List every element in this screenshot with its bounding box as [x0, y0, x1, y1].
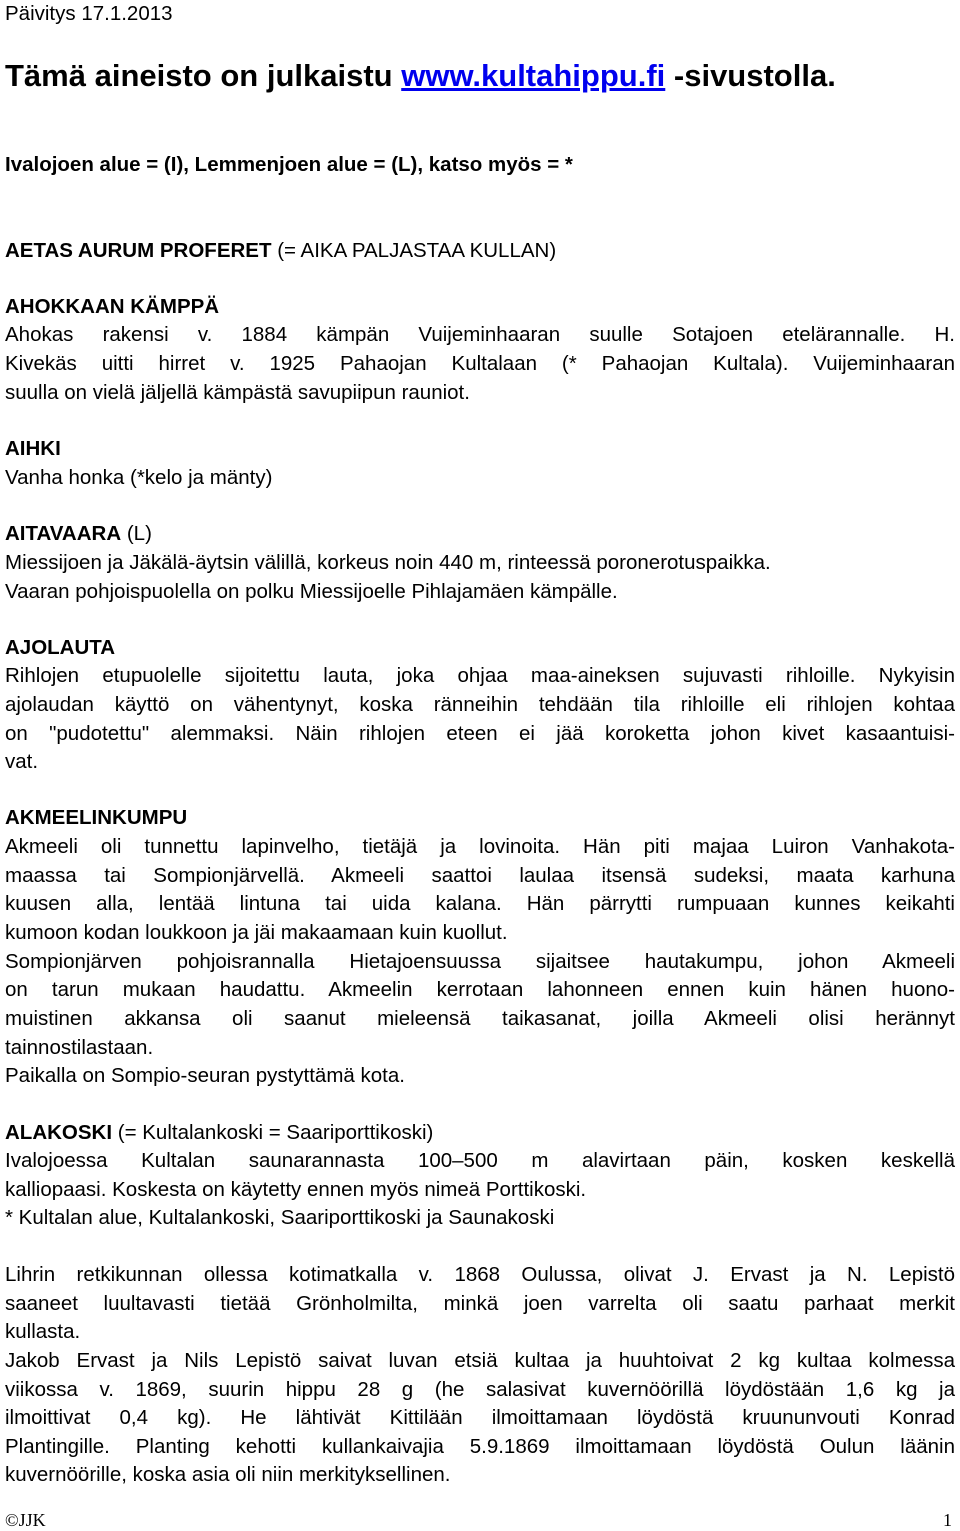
entry-alakoski-line: * Kultalan alue, Kultalankoski, Saariporttikoski ja Saunakoski — [5, 1206, 555, 1229]
entry-aitavaara-heading — [5, 522, 152, 546]
entry-alakoski-title-rest: (= Kultalankoski = Saariporttikoski) — [112, 1121, 434, 1144]
entry-alakoski-line: kalliopaasi. Koskesta on käytetty ennen myös nimeä Porttikoski. — [5, 1178, 587, 1201]
entry-akmeelinkumpu-line: tainnostilastaan. — [5, 1036, 154, 1059]
entry-alakoski-paragraph-line: kuvernöörille, koska asia oli niin merkityksellinen. — [5, 1463, 451, 1486]
entry-ahokkaan-title: AHOKKAAN KÄMPPÄ — [5, 295, 220, 318]
publication-suffix: -sivustolla. — [665, 58, 836, 93]
entry-alakoski-paragraph-line: Lihrin retkikunnan ollessa kotimatkalla v. 1868 Oulussa, olivat J. Ervast ja N. Lepistö — [5, 1263, 955, 1286]
entry-akmeelinkumpu-line: kuusen alla, lentää lintuna tai uida kalana. Hän pärrytti rumpuaan kunnes keikahti — [5, 892, 955, 915]
entry-aihki-title: AIHKI — [5, 437, 61, 460]
entry-akmeelinkumpu-line: Akmeeli oli tunnettu lapinvelho, tietäjä ja lovinoita. Hän piti majaa Luiron Vanhakota- — [5, 835, 955, 858]
entry-alakoski-paragraph-line: Plantingille. Planting kehotti kullankaivajia 5.9.1869 ilmoittamaan löydöstä Oulun läänin — [5, 1435, 955, 1458]
entry-alakoski-paragraph-line: Jakob Ervast ja Nils Lepistö saivat luvan etsiä kultaa ja huuhtoivat 2 kg kultaa kolmessa — [5, 1349, 955, 1372]
entry-alakoski-paragraph-line: saaneet luultavasti tietää Grönholmilta, minkä joen varrelta oli saatu parhaat merkit — [5, 1292, 955, 1315]
area-legend: Ivalojoen alue = (I), Lemmenjoen alue = (L), katso myös = * — [5, 153, 573, 176]
entry-akmeelinkumpu-title: AKMEELINKUMPU — [5, 806, 188, 829]
footer-page-number: 1 — [943, 1510, 952, 1530]
entry-alakoski-heading — [5, 1121, 433, 1145]
entry-ajolauta-line: ajolaudan käyttö on vähentynyt, koska ränneihin tehdään tila rihloille eli rihlojen kohtaa — [5, 693, 955, 716]
entry-aetas-title: AETAS AURUM PROFERET — [5, 239, 272, 262]
entry-akmeelinkumpu-line: kumoon kodan loukkoon ja jäi makaamaan kuin kuollut. — [5, 921, 508, 944]
entry-alakoski-paragraph-line: viikossa v. 1869, suurin hippu 28 g (he salasivat kuvernöörillä löydöstään 1,6 kg ja — [5, 1378, 955, 1401]
entry-akmeelinkumpu-line: on tarun mukaan haudattu. Akmeelin kerrotaan lahonneen ennen kuin hänen huono- — [5, 978, 955, 1001]
entry-aitavaara-line: Vaaran pohjoispuolella on polku Miessijoelle Pihlajamäen kämpälle. — [5, 580, 618, 603]
entry-alakoski-paragraph-line: ilmoittivat 0,4 kg). He lähtivät Kittilään ilmoittamaan löydöstä kruununvouti Konrad — [5, 1406, 955, 1429]
entry-akmeelinkumpu-line: maassa tai Sompionjärvellä. Akmeeli saattoi laulaa itsensä sudeksi, maata karhuna — [5, 864, 955, 887]
update-date: Päivitys 17.1.2013 — [5, 2, 173, 25]
entry-aitavaara-line: Miessijoen ja Jäkälä-äytsin välillä, korkeus noin 440 m, rinteessä poronerotuspaikka. — [5, 551, 771, 574]
entry-ajolauta-title: AJOLAUTA — [5, 636, 116, 659]
entry-aihki-line: Vanha honka (*kelo ja mänty) — [5, 466, 273, 489]
entry-alakoski-title: ALAKOSKI — [5, 1121, 113, 1144]
entry-akmeelinkumpu-line: muistinen akkansa oli saanut mieleensä taikasanat, joilla Akmeeli olisi herännyt — [5, 1007, 955, 1030]
entry-aitavaara-title-rest: (L) — [121, 522, 152, 545]
entry-ahokkaan-line: suulla on vielä jäljellä kämpästä savupiipun rauniot. — [5, 381, 470, 404]
entry-ahokkaan-line: Kivekäs uitti hirret v. 1925 Pahaojan Kultalaan (* Pahaojan Kultala). Vuijeminhaaran — [5, 352, 955, 375]
entry-ahokkaan-line: Ahokas rakensi v. 1884 kämpän Vuijeminhaaran suulle Sotajoen etelärannalle. H. — [5, 323, 955, 346]
footer-copyright: ©JJK — [5, 1510, 46, 1530]
entry-ajolauta-line: Rihlojen etupuolelle sijoitettu lauta, joka ohjaa maa-aineksen sujuvasti rihloille. Nykyisin — [5, 664, 955, 687]
entry-aitavaara-title: AITAVAARA — [5, 522, 122, 545]
entry-ajolauta-line: on "pudotettu" alemmaksi. Näin rihlojen eteen ei jää koroketta johon kivet kasaantuisi- — [5, 722, 955, 745]
entry-aetas-heading — [5, 239, 556, 263]
publication-prefix: Tämä aineisto on julkaistu — [5, 58, 402, 93]
entry-akmeelinkumpu-line: Sompionjärven pohjoisrannalla Hietajoensuussa sijaitsee hautakumpu, johon Akmeeli — [5, 950, 955, 973]
entry-aetas-title-rest: (= AIKA PALJASTAA KULLAN) — [271, 239, 557, 262]
entry-ajolauta-line: vat. — [5, 750, 39, 773]
entry-alakoski-paragraph-line: kullasta. — [5, 1320, 81, 1343]
entry-alakoski-line: Ivalojoessa Kultalan saunarannasta 100–500 m alavirtaan päin, kosken keskellä — [5, 1149, 955, 1172]
entry-akmeelinkumpu-line: Paikalla on Sompio-seuran pystyttämä kota. — [5, 1064, 405, 1087]
website-link[interactable]: www.kultahippu.fi — [401, 58, 666, 93]
publication-note — [5, 58, 836, 94]
